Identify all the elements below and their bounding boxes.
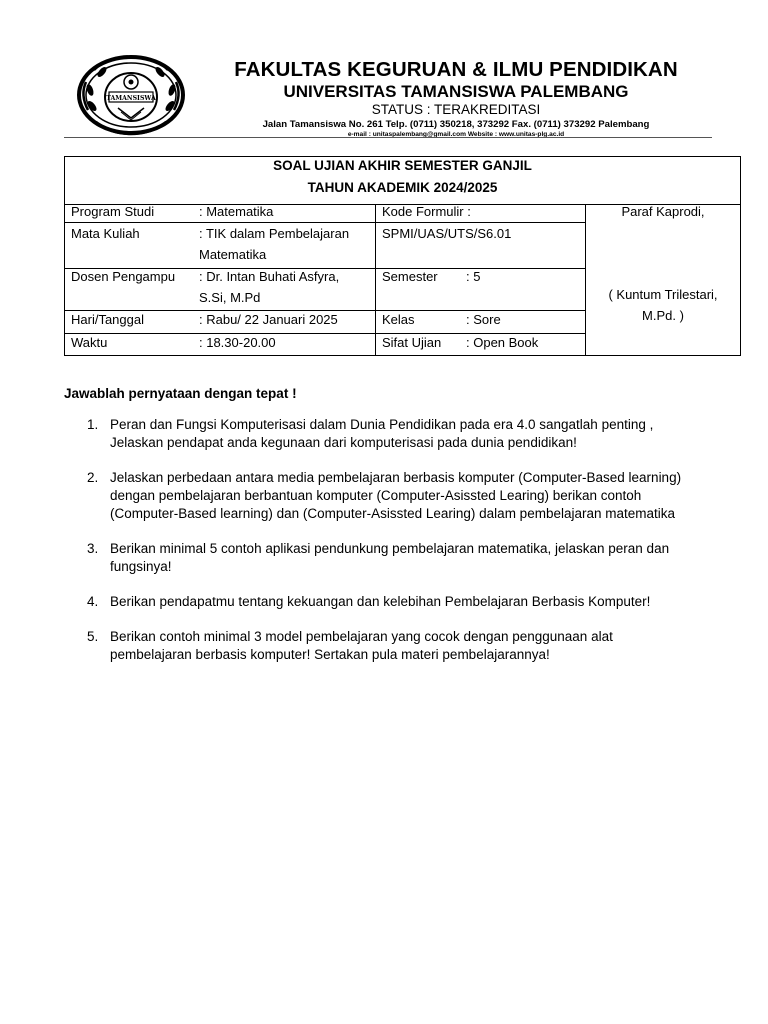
exam-title: SOAL UJIAN AKHIR SEMESTER GANJIL xyxy=(273,158,532,173)
exam-nature-label: Sifat Ujian xyxy=(382,335,442,350)
exam-nature-value: : Open Book xyxy=(466,335,539,350)
question-list xyxy=(64,416,724,681)
form-code-value: SPMI/UAS/UTS/S6.01 xyxy=(382,226,512,241)
question-number: 3. xyxy=(87,541,99,556)
question-line: dengan pembelajaran berbantuan komputer (Computer-Asissted Learing) berikan contoh xyxy=(110,488,642,503)
academic-year: TAHUN AKADEMIK 2024/2025 xyxy=(307,180,498,195)
list-item xyxy=(64,593,724,611)
address: Jalan Tamansiswa No. 261 Telp. (0711) 350218, 373292 Fax. (0711) 373292 Palembang xyxy=(262,119,650,130)
contact-line: e-mail : unitaspalembang@gmail.com Website : www.unitas-plg.ac.id xyxy=(347,131,565,138)
question-line: Jelaskan perbedaan antara media pembelajaran berbasis komputer (Computer-Based learning) xyxy=(110,470,682,485)
semester-value: : 5 xyxy=(466,269,481,284)
letterhead xyxy=(64,50,718,140)
list-item xyxy=(64,540,724,576)
university-name: UNIVERSITAS TAMANSISWA PALEMBANG xyxy=(283,82,629,101)
class-label: Kelas xyxy=(382,312,415,327)
instruction: Jawablah pernyataan dengan tepat ! xyxy=(64,386,297,401)
course-value-continued: Matematika xyxy=(199,247,267,262)
question-number: 2. xyxy=(87,470,99,485)
table-divider xyxy=(585,204,586,356)
class-value: : Sore xyxy=(466,312,501,327)
exam-info-table xyxy=(64,156,741,356)
accreditation-status: STATUS : TERAKREDITASI xyxy=(371,102,541,117)
letterhead-divider xyxy=(64,137,712,138)
question-line: fungsinya! xyxy=(110,559,172,574)
question-line: Berikan pendapatmu tentang kekuangan dan kelebihan Pembelajaran Berbasis Komputer! xyxy=(110,594,651,609)
lecturer-label: Dosen Pengampu xyxy=(71,269,176,284)
question-line: Berikan contoh minimal 3 model pembelajaran yang cocok dengan penggunaan alat xyxy=(110,629,613,644)
question-number: 1. xyxy=(87,417,99,432)
faculty-name: FAKULTAS KEGURUAN & ILMU PENDIDIKAN xyxy=(234,58,678,81)
exam-header xyxy=(65,157,740,205)
list-item xyxy=(64,469,724,523)
time-value: : 18.30-20.00 xyxy=(199,335,276,350)
list-item xyxy=(64,628,724,664)
question-number: 5. xyxy=(87,629,99,644)
program-label: Program Studi xyxy=(71,204,155,219)
list-item xyxy=(64,416,724,452)
program-value: : Matematika xyxy=(199,204,274,219)
question-line: Berikan minimal 5 contoh aplikasi pendunkung pembelajaran matematika, jelaskan peran dan xyxy=(110,541,670,556)
university-logo xyxy=(76,52,186,136)
question-line: Peran dan Fungsi Komputerisasi dalam Dunia Pendidikan pada era 4.0 sangatlah penting , xyxy=(110,417,654,432)
signature-name: ( Kuntum Trilestari, xyxy=(608,287,718,302)
form-code-label: Kode Formulir : xyxy=(382,204,471,219)
question-line: pembelajaran berbasis komputer! Sertakan pula materi pembelajarannya! xyxy=(110,647,550,662)
lecturer-value: : Dr. Intan Buhati Asfyra, xyxy=(199,269,340,284)
signature-name-continued: M.Pd. ) xyxy=(642,308,684,323)
question-number: 4. xyxy=(87,594,99,609)
question-line: Jelaskan pendapat anda kegunaan dari komputerisasi pada dunia pendidikan! xyxy=(110,435,577,450)
letterhead-text xyxy=(194,58,718,139)
date-label: Hari/Tanggal xyxy=(71,312,144,327)
question-line: (Computer-Based learning) dan (Computer-Asissted Learing) dalam pembelajaran matematika xyxy=(110,506,676,521)
course-label: Mata Kuliah xyxy=(71,226,140,241)
course-value: : TIK dalam Pembelajaran xyxy=(199,226,350,241)
logo-text: TAMANSISWA xyxy=(106,95,156,102)
lecturer-value-continued: S.Si, M.Pd xyxy=(199,290,261,305)
semester-label: Semester xyxy=(382,269,438,284)
time-label: Waktu xyxy=(71,335,108,350)
date-value: : Rabu/ 22 Januari 2025 xyxy=(199,312,338,327)
signature-label: Paraf Kaprodi, xyxy=(621,204,705,219)
